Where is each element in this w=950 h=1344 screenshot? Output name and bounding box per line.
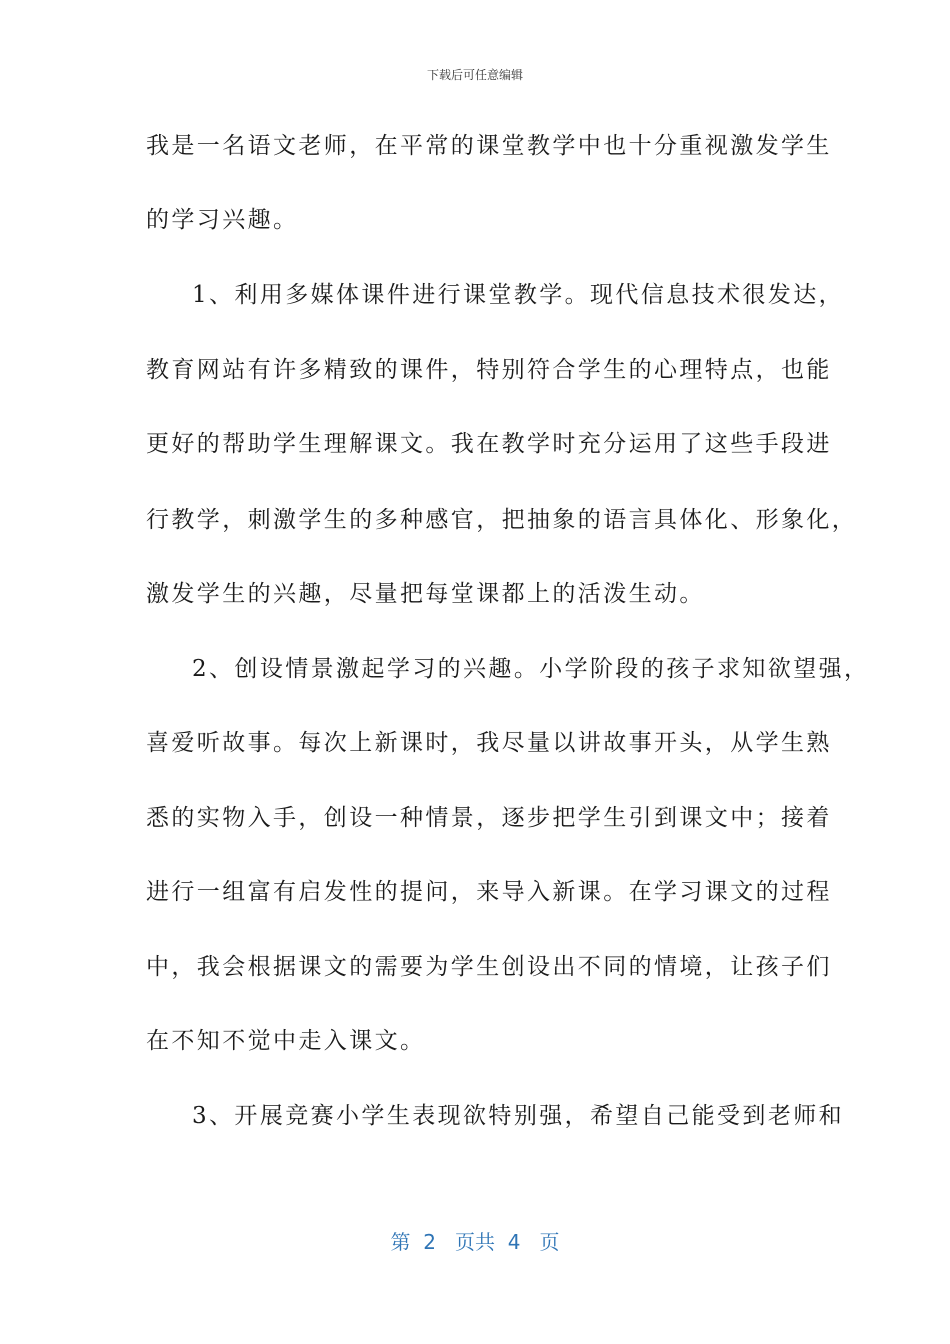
body-line: 在不知不觉中走入课文。 bbox=[146, 1028, 426, 1054]
body-line: 我是一名语文老师，在平常的课堂教学中也十分重视激发学生 bbox=[146, 133, 832, 159]
body-line: 更好的帮助学生理解课文。我在教学时充分运用了这些手段进 bbox=[146, 431, 832, 457]
body-line: 2、创设情景激起学习的兴趣。小学阶段的孩子求知欲望强， bbox=[192, 656, 870, 682]
body-line: 行教学，刺激学生的多种感官，把抽象的语言具体化、形象化， bbox=[146, 507, 858, 533]
body-line: 悉的实物入手，创设一种情景，逐步把学生引到课文中；接着 bbox=[146, 805, 832, 831]
page-header: 下载后可任意编辑 bbox=[426, 68, 523, 82]
body-line: 激发学生的兴趣，尽量把每堂课都上的活泼生动。 bbox=[146, 581, 705, 607]
body-line: 喜爱听故事。每次上新课时，我尽量以讲故事开头，从学生熟 bbox=[146, 730, 832, 756]
body-line: 3、开展竞赛小学生表现欲特别强，希望自己能受到老师和 bbox=[192, 1103, 845, 1129]
body-line: 进行一组富有启发性的提问，来导入新课。在学习课文的过程 bbox=[146, 879, 832, 905]
body-line: 中，我会根据课文的需要为学生创设出不同的情境，让孩子们 bbox=[146, 954, 832, 980]
body-line: 教育网站有许多精致的课件，特别符合学生的心理特点，也能 bbox=[146, 357, 832, 383]
body-line: 1、利用多媒体课件进行课堂教学。现代信息技术很发达， bbox=[192, 282, 845, 308]
body-line: 的学习兴趣。 bbox=[146, 207, 299, 233]
page-number: 第 2 页共 4 页 bbox=[390, 1230, 560, 1254]
